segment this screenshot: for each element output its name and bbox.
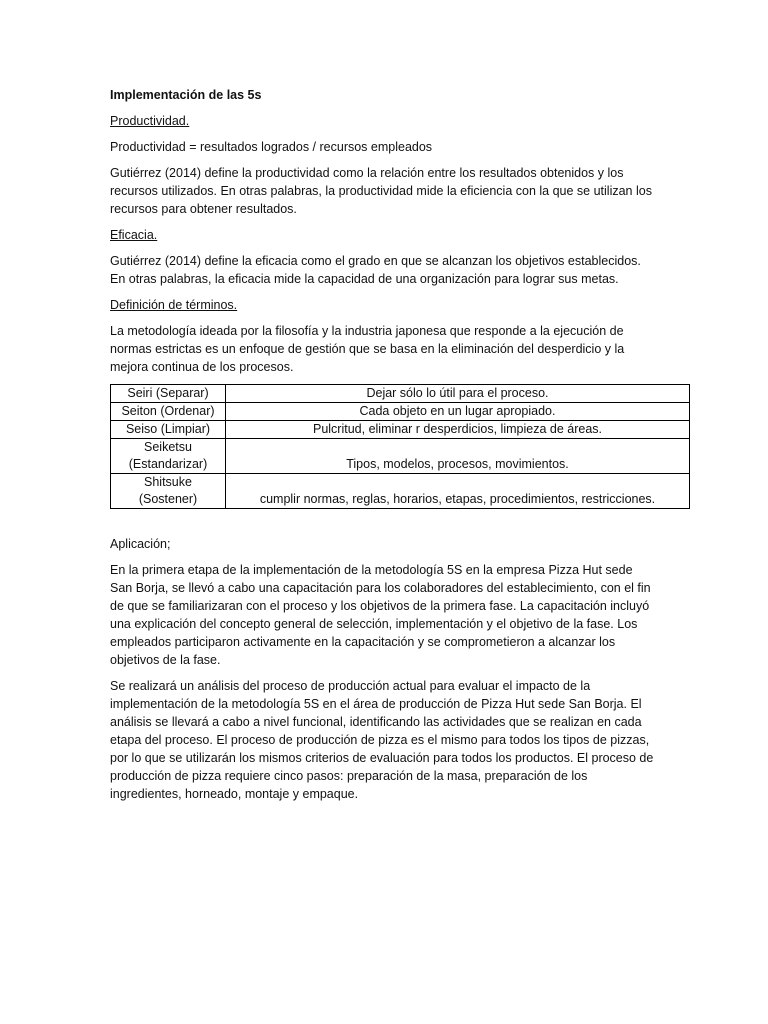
cell-description: Tipos, modelos, procesos, movimientos. [226,439,690,474]
cell-description: Dejar sólo lo útil para el proceso. [226,385,690,403]
paragraph-aplicacion-1: En la primera etapa de la implementación de la metodología 5S en la empresa Pizza Hut sede San Borja, se llevó a cabo una capacitación para los colaboradores del establecimiento, con el fin de que se familiarizaran con el proceso y los objetivos de la primera fase. La capacitación incluyó una explicación del concepto general de selección, implementación y el objetivo de la fase. Los empleados participaron activamente en la capacitación y se comprometieron a alcanzar los objetivos de la fase. [110,563,651,667]
table-row [111,403,690,421]
table-row [111,474,690,509]
paragraph-definicion: La metodología ideada por la filosofía y la industria japonesa que responde a la ejecución de normas estrictas es un enfoque de gestión que se basa en la eliminación del desperdicio y la mejora continua de los procesos. [110,324,625,374]
cell-name: Seiso (Limpiar) [111,421,226,439]
table-5s [110,384,690,509]
heading-definicion: Definición de términos. [110,298,238,312]
table-row [111,439,690,474]
cell-name: Seiketsu (Estandarizar) [111,439,226,474]
cell-description: cumplir normas, reglas, horarios, etapas, procedimientos, restricciones. [226,474,690,509]
cell-description: Pulcritud, eliminar r desperdicios, limpieza de áreas. [226,421,690,439]
cell-name: Seiri (Separar) [111,385,226,403]
table-row [111,385,690,403]
cell-description: Cada objeto en un lugar apropiado. [226,403,690,421]
cell-name: Seiton (Ordenar) [111,403,226,421]
paragraph-eficacia: Gutiérrez (2014) define la eficacia como el grado en que se alcanzan los objetivos establecidos. En otras palabras, la eficacia mide la capacidad de una organización para lograr sus metas. [110,254,641,286]
paragraph-aplicacion-2: Se realizará un análisis del proceso de producción actual para evaluar el impacto de la implementación de la metodología 5S en el área de producción de Pizza Hut sede San Borja. El análisis se llevará a cabo a nivel funcional, identificando las actividades que se realizan en cada etapa del proceso. El proceso de producción de pizza es el mismo para todos los tipos de pizzas, por lo que se utilizarán los mismos criterios de evaluación para todos los productos. El proceso de producción de pizza requiere cinco pasos: preparación de la masa, preparación de los ingredientes, horneado, montaje y empaque. [110,679,654,801]
document-title: Implementación de las 5s [110,88,262,102]
table-row [111,421,690,439]
heading-productividad: Productividad. [110,114,190,128]
formula-productividad: Productividad = resultados logrados / recursos empleados [110,140,433,154]
paragraph-productividad: Gutiérrez (2014) define la productividad como la relación entre los resultados obtenidos y los recursos utilizados. En otras palabras, la productividad mide la eficiencia con la que se utilizan los recursos para obtener resultados. [110,166,652,216]
heading-aplicacion: Aplicación; [110,537,171,551]
document-page [110,86,655,811]
cell-name: Shitsuke (Sostener) [111,474,226,509]
heading-eficacia: Eficacia. [110,228,158,242]
